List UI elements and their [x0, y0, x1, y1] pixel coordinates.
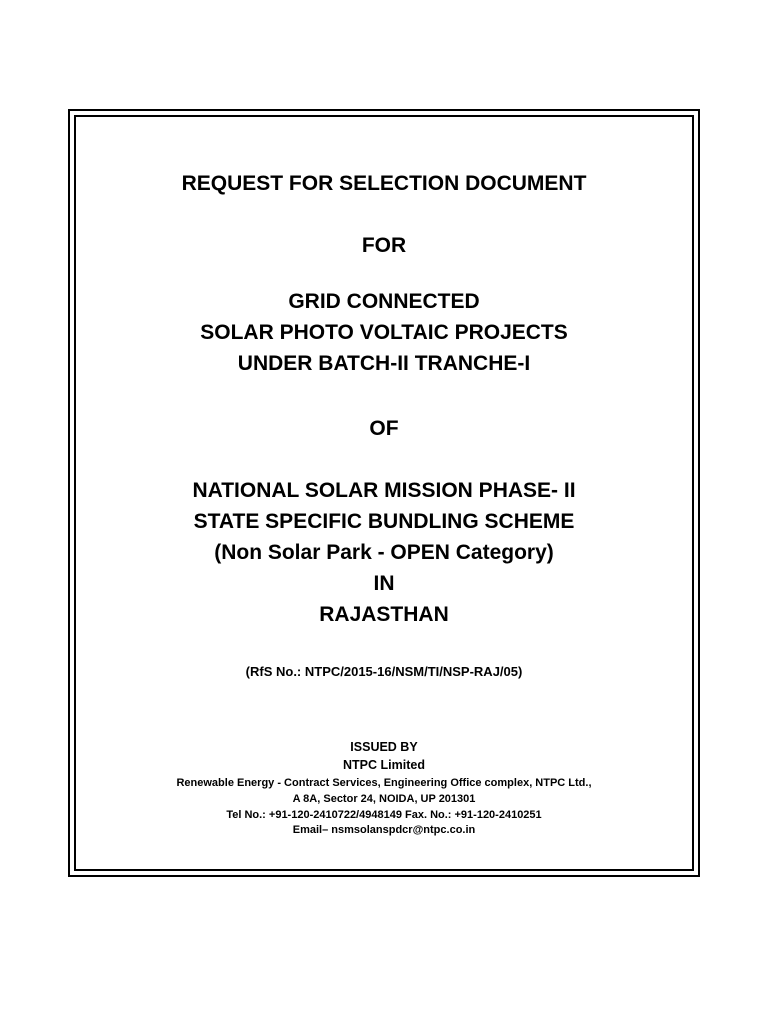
- scheme-line-5: RAJASTHAN: [319, 603, 449, 626]
- scheme-line-1: NATIONAL SOLAR MISSION PHASE- II: [192, 479, 576, 502]
- email-line: Email– nsmsolanspdcr@ntpc.co.in: [292, 824, 476, 836]
- for-label: FOR: [361, 234, 407, 257]
- scheme-line-4: IN: [373, 572, 395, 595]
- of-label: OF: [369, 417, 399, 440]
- rfs-number: (RfS No.: NTPC/2015-16/NSM/TI/NSP-RAJ/05): [245, 664, 523, 679]
- document-title: REQUEST FOR SELECTION DOCUMENT: [181, 172, 587, 195]
- scheme-line-2: STATE SPECIFIC BUNDLING SCHEME: [193, 510, 575, 533]
- address-line-2: A 8A, Sector 24, NOIDA, UP 201301: [292, 793, 476, 805]
- issued-by-label: ISSUED BY: [350, 740, 418, 754]
- project-line-3: UNDER BATCH-II TRANCHE-I: [237, 352, 531, 375]
- scheme-line-3: (Non Solar Park - OPEN Category): [214, 541, 554, 564]
- project-line-1: GRID CONNECTED: [288, 290, 480, 313]
- address-line-3: Tel No.: +91-120-2410722/4948149 Fax. No.: +91-120-2410251: [226, 809, 542, 821]
- issuer-name: NTPC Limited: [343, 758, 425, 772]
- project-line-2: SOLAR PHOTO VOLTAIC PROJECTS: [200, 321, 568, 344]
- address-line-1: Renewable Energy - Contract Services, Engineering Office complex, NTPC Ltd.,: [176, 777, 592, 789]
